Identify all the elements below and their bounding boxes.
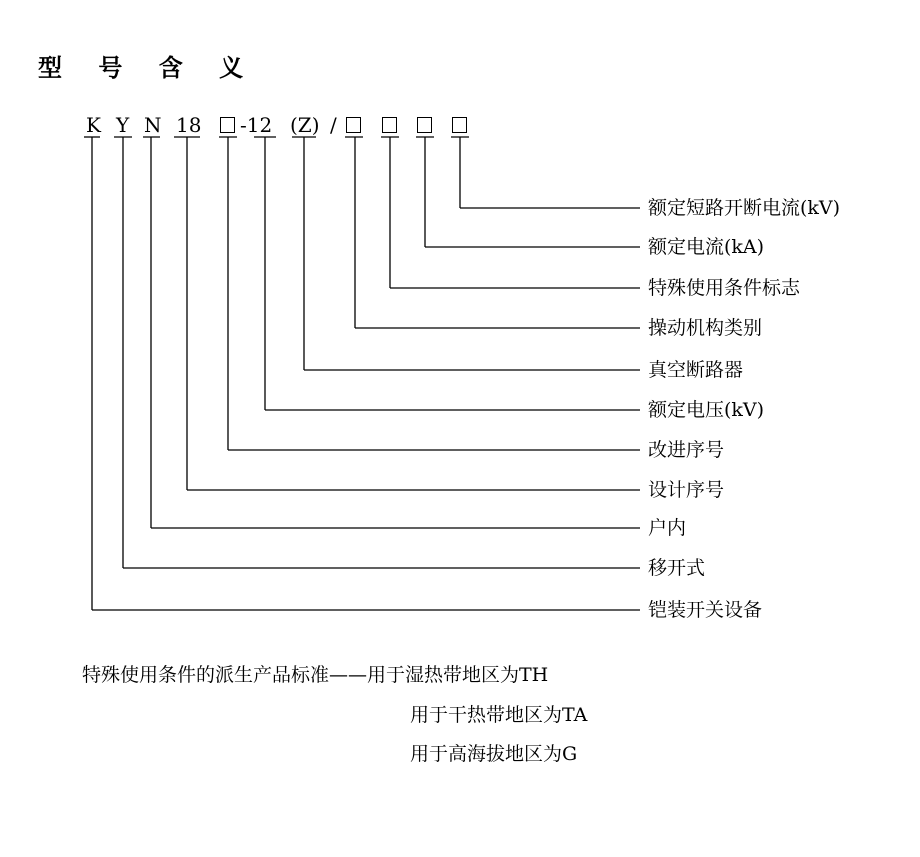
label-vacuum-breaker: 真空断路器 <box>648 359 744 381</box>
code-slash: / <box>330 113 337 137</box>
code-breaker: (Z) <box>290 113 320 137</box>
code-n: N <box>144 113 162 137</box>
code-voltage: -12 <box>240 113 273 137</box>
label-rated-voltage: 额定电压(kV) <box>648 399 765 421</box>
label-improvement-number: 改进序号 <box>648 439 725 461</box>
code-y: Y <box>116 113 130 137</box>
code-k: K <box>86 113 101 137</box>
label-metal-clad-switchgear: 铠装开关设备 <box>648 599 763 621</box>
page-title: 型 号 含 义 <box>38 54 258 82</box>
note-line-1: 特殊使用条件的派生产品标准——用于湿热带地区为TH <box>82 664 549 686</box>
label-design-number: 设计序号 <box>648 479 725 501</box>
label-indoor: 户内 <box>648 517 687 539</box>
note-line-3: 用于高海拔地区为G <box>410 743 578 765</box>
label-rated-breaking-current: 额定短路开断电流(kV) <box>648 197 841 219</box>
label-rated-current: 额定电流(kA) <box>648 236 765 258</box>
label-withdrawable: 移开式 <box>648 557 706 579</box>
code-design-number: 18 <box>176 113 202 137</box>
note-line-2: 用于干热带地区为TA <box>410 704 588 726</box>
label-mechanism-type: 操动机构类别 <box>648 317 763 339</box>
label-special-condition-mark: 特殊使用条件标志 <box>648 277 801 299</box>
